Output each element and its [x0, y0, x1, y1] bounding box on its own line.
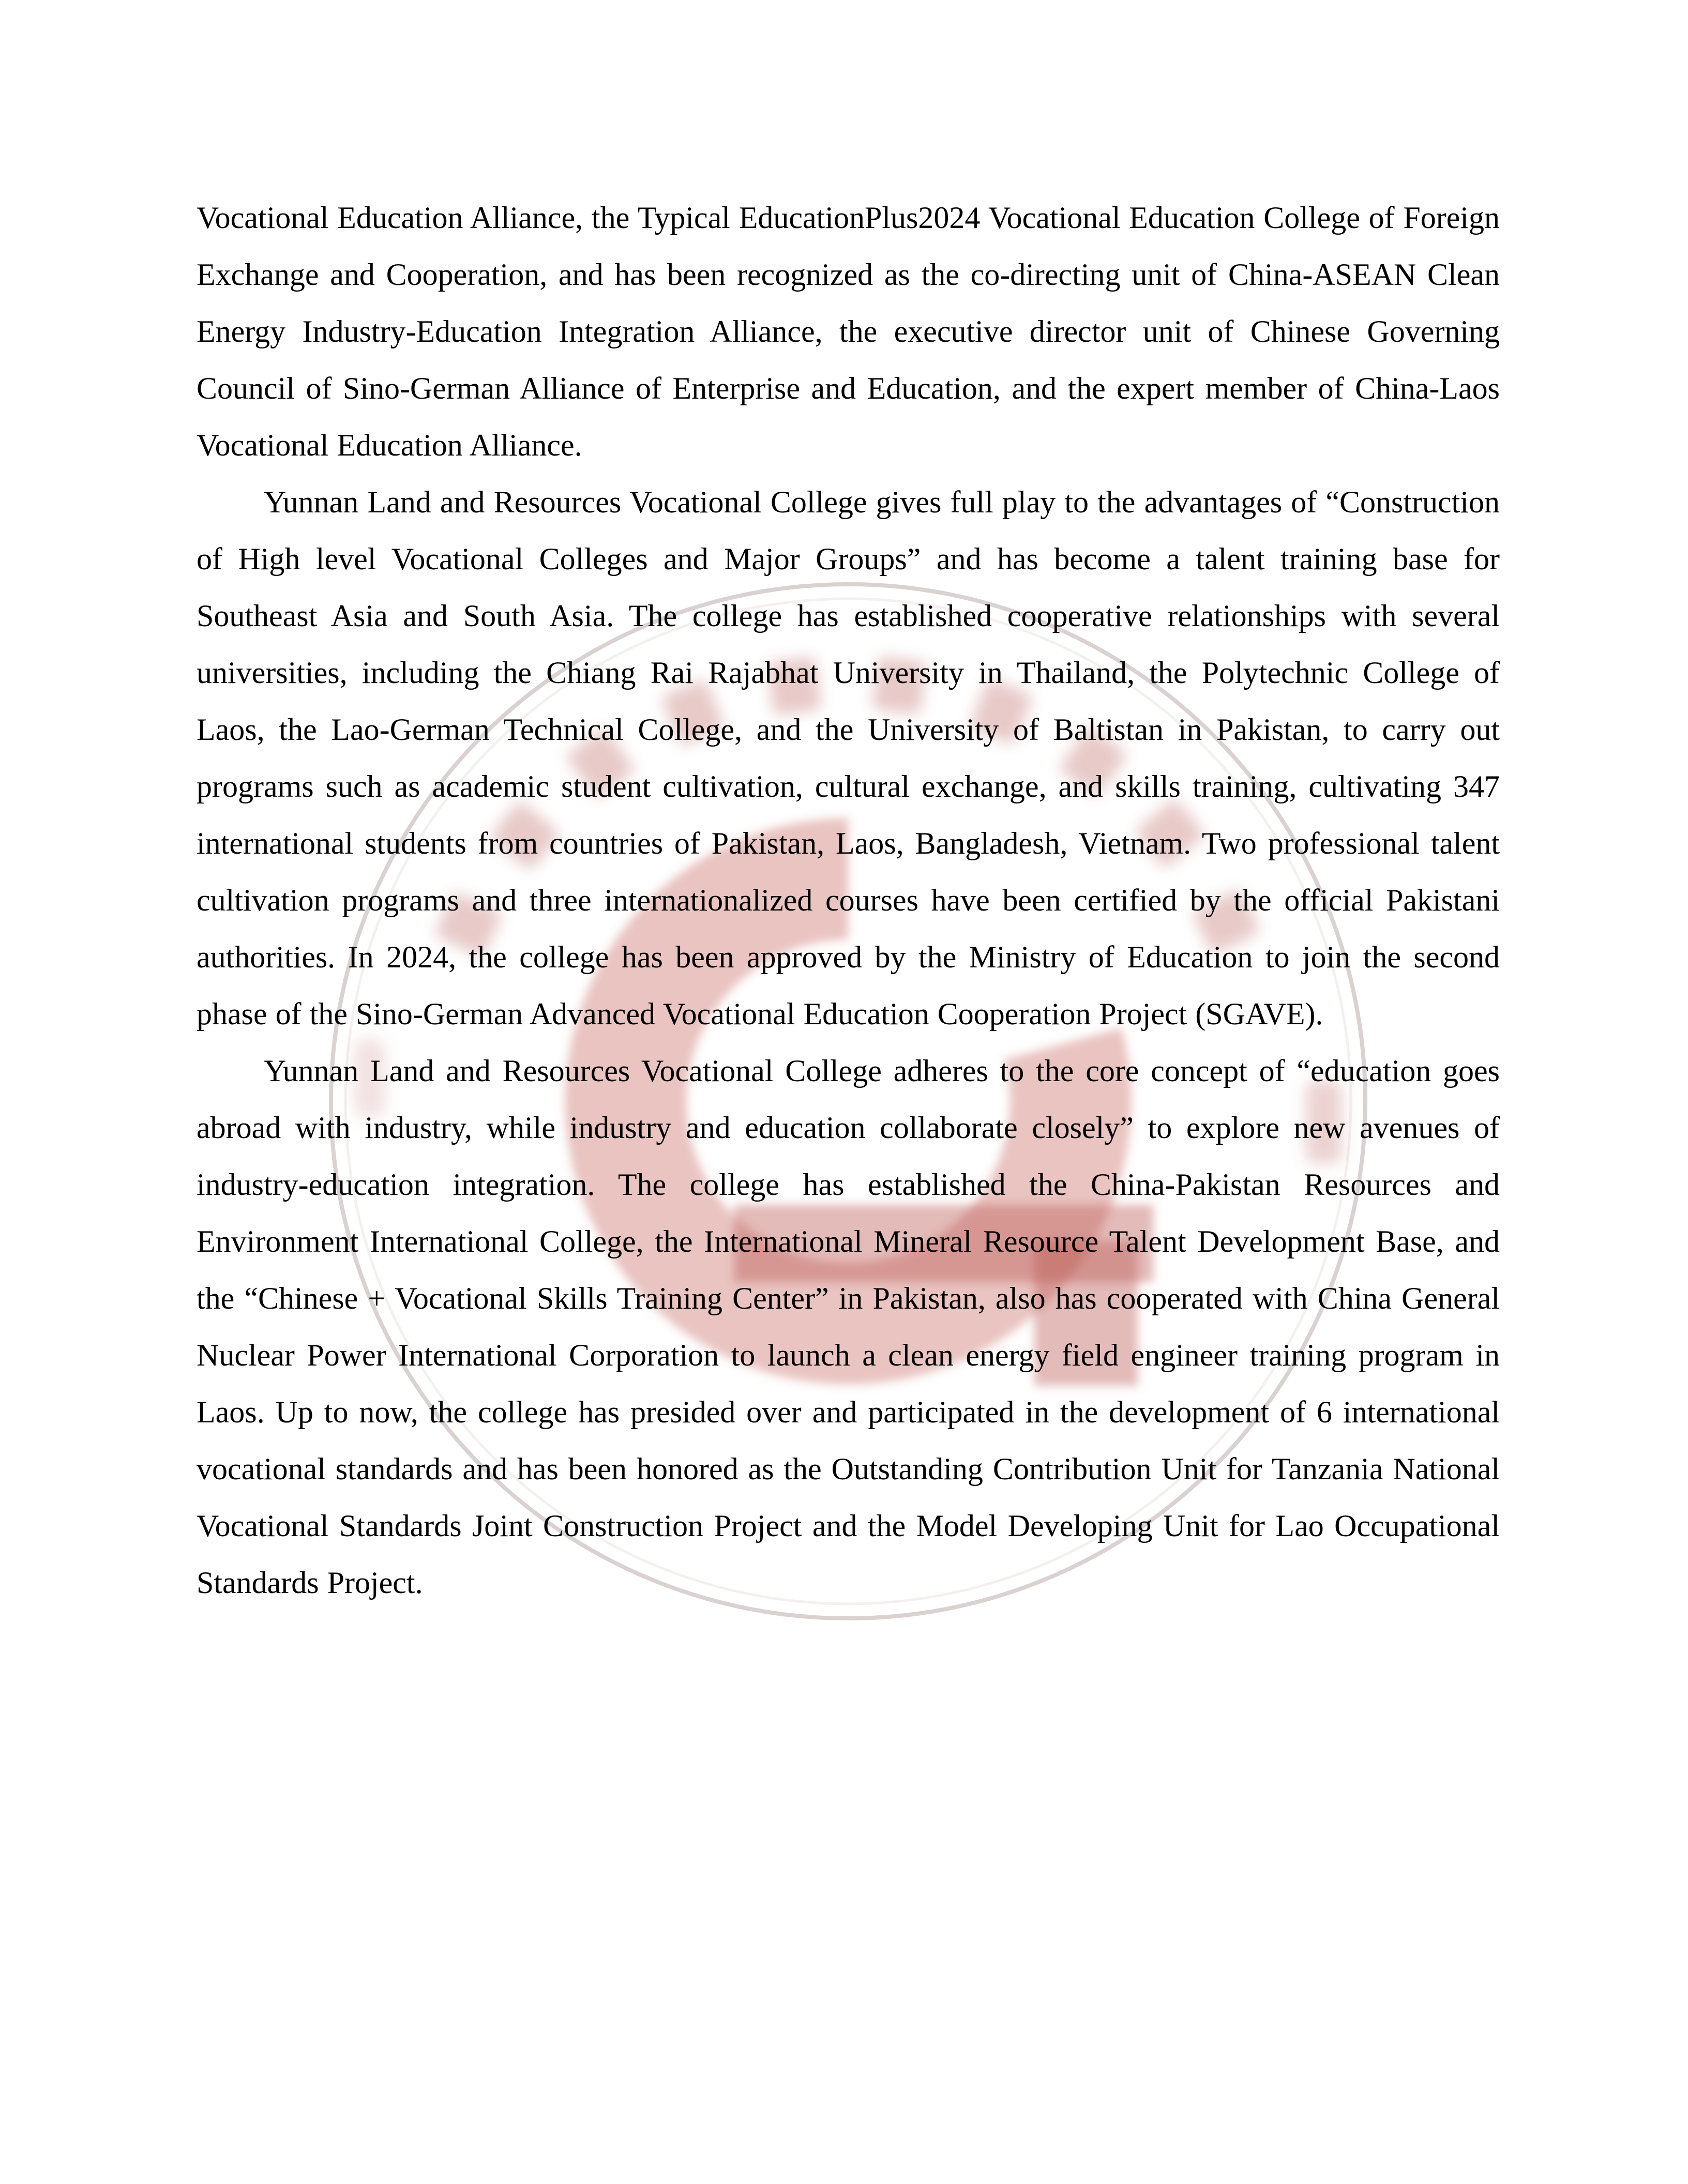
- paragraph-industry-education: Yunnan Land and Resources Vocational College adheres to the core concept of “education goes abroad with industry, while industry and education collaborate closely” to explore new avenues of industry-education integration. The college has established the China-Pakistan Resources and Environment International College, the International Mineral Resource Talent Development Base, and the “Chinese + Vocational Skills Training Center” in Pakistan, also has cooperated with China General Nuclear Power International Corporation to launch a clean energy field engineer training program in Laos. Up to now, the college has presided over and participated in the development of 6 international vocational standards and has been honored as the Outstanding Contribution Unit for Tanzania National Vocational Standards Joint Construction Project and the Model Developing Unit for Lao Occupational Standards Project.: [197, 1054, 1500, 1600]
- paragraph-talent-training: Yunnan Land and Resources Vocational College gives full play to the advantages of “Construction of High level Vocational Colleges and Major Groups” and has become a talent training base for Southeast Asia and South Asia. The college has established cooperative relationships with several universities, including the Chiang Rai Rajabhat University in Thailand, the Polytechnic College of Laos, the Lao-German Technical College, and the University of Baltistan in Pakistan, to carry out programs such as academic student cultivation, cultural exchange, and skills training, cultivating 347 international students from countries of Pakistan, Laos, Bangladesh, Vietnam. Two professional talent cultivation programs and three internationalized courses have been certified by the official Pakistani authorities. In 2024, the college has been approved by the Ministry of Education to join the second phase of the Sino-German Advanced Vocational Education Cooperation Project (SGAVE).: [197, 485, 1500, 1031]
- paragraph-continued: Vocational Education Alliance, the Typical EducationPlus2024 Vocational Education College of Foreign Exchange and Cooperation, and has been recognized as the co-directing unit of China-ASEAN Clean Energy Industry-Education Integration Alliance, the executive director unit of Chinese Governing Council of Sino-German Alliance of Enterprise and Education, and the expert member of China-Laos Vocational Education Alliance.: [197, 201, 1500, 462]
- document-body: [197, 189, 1500, 1611]
